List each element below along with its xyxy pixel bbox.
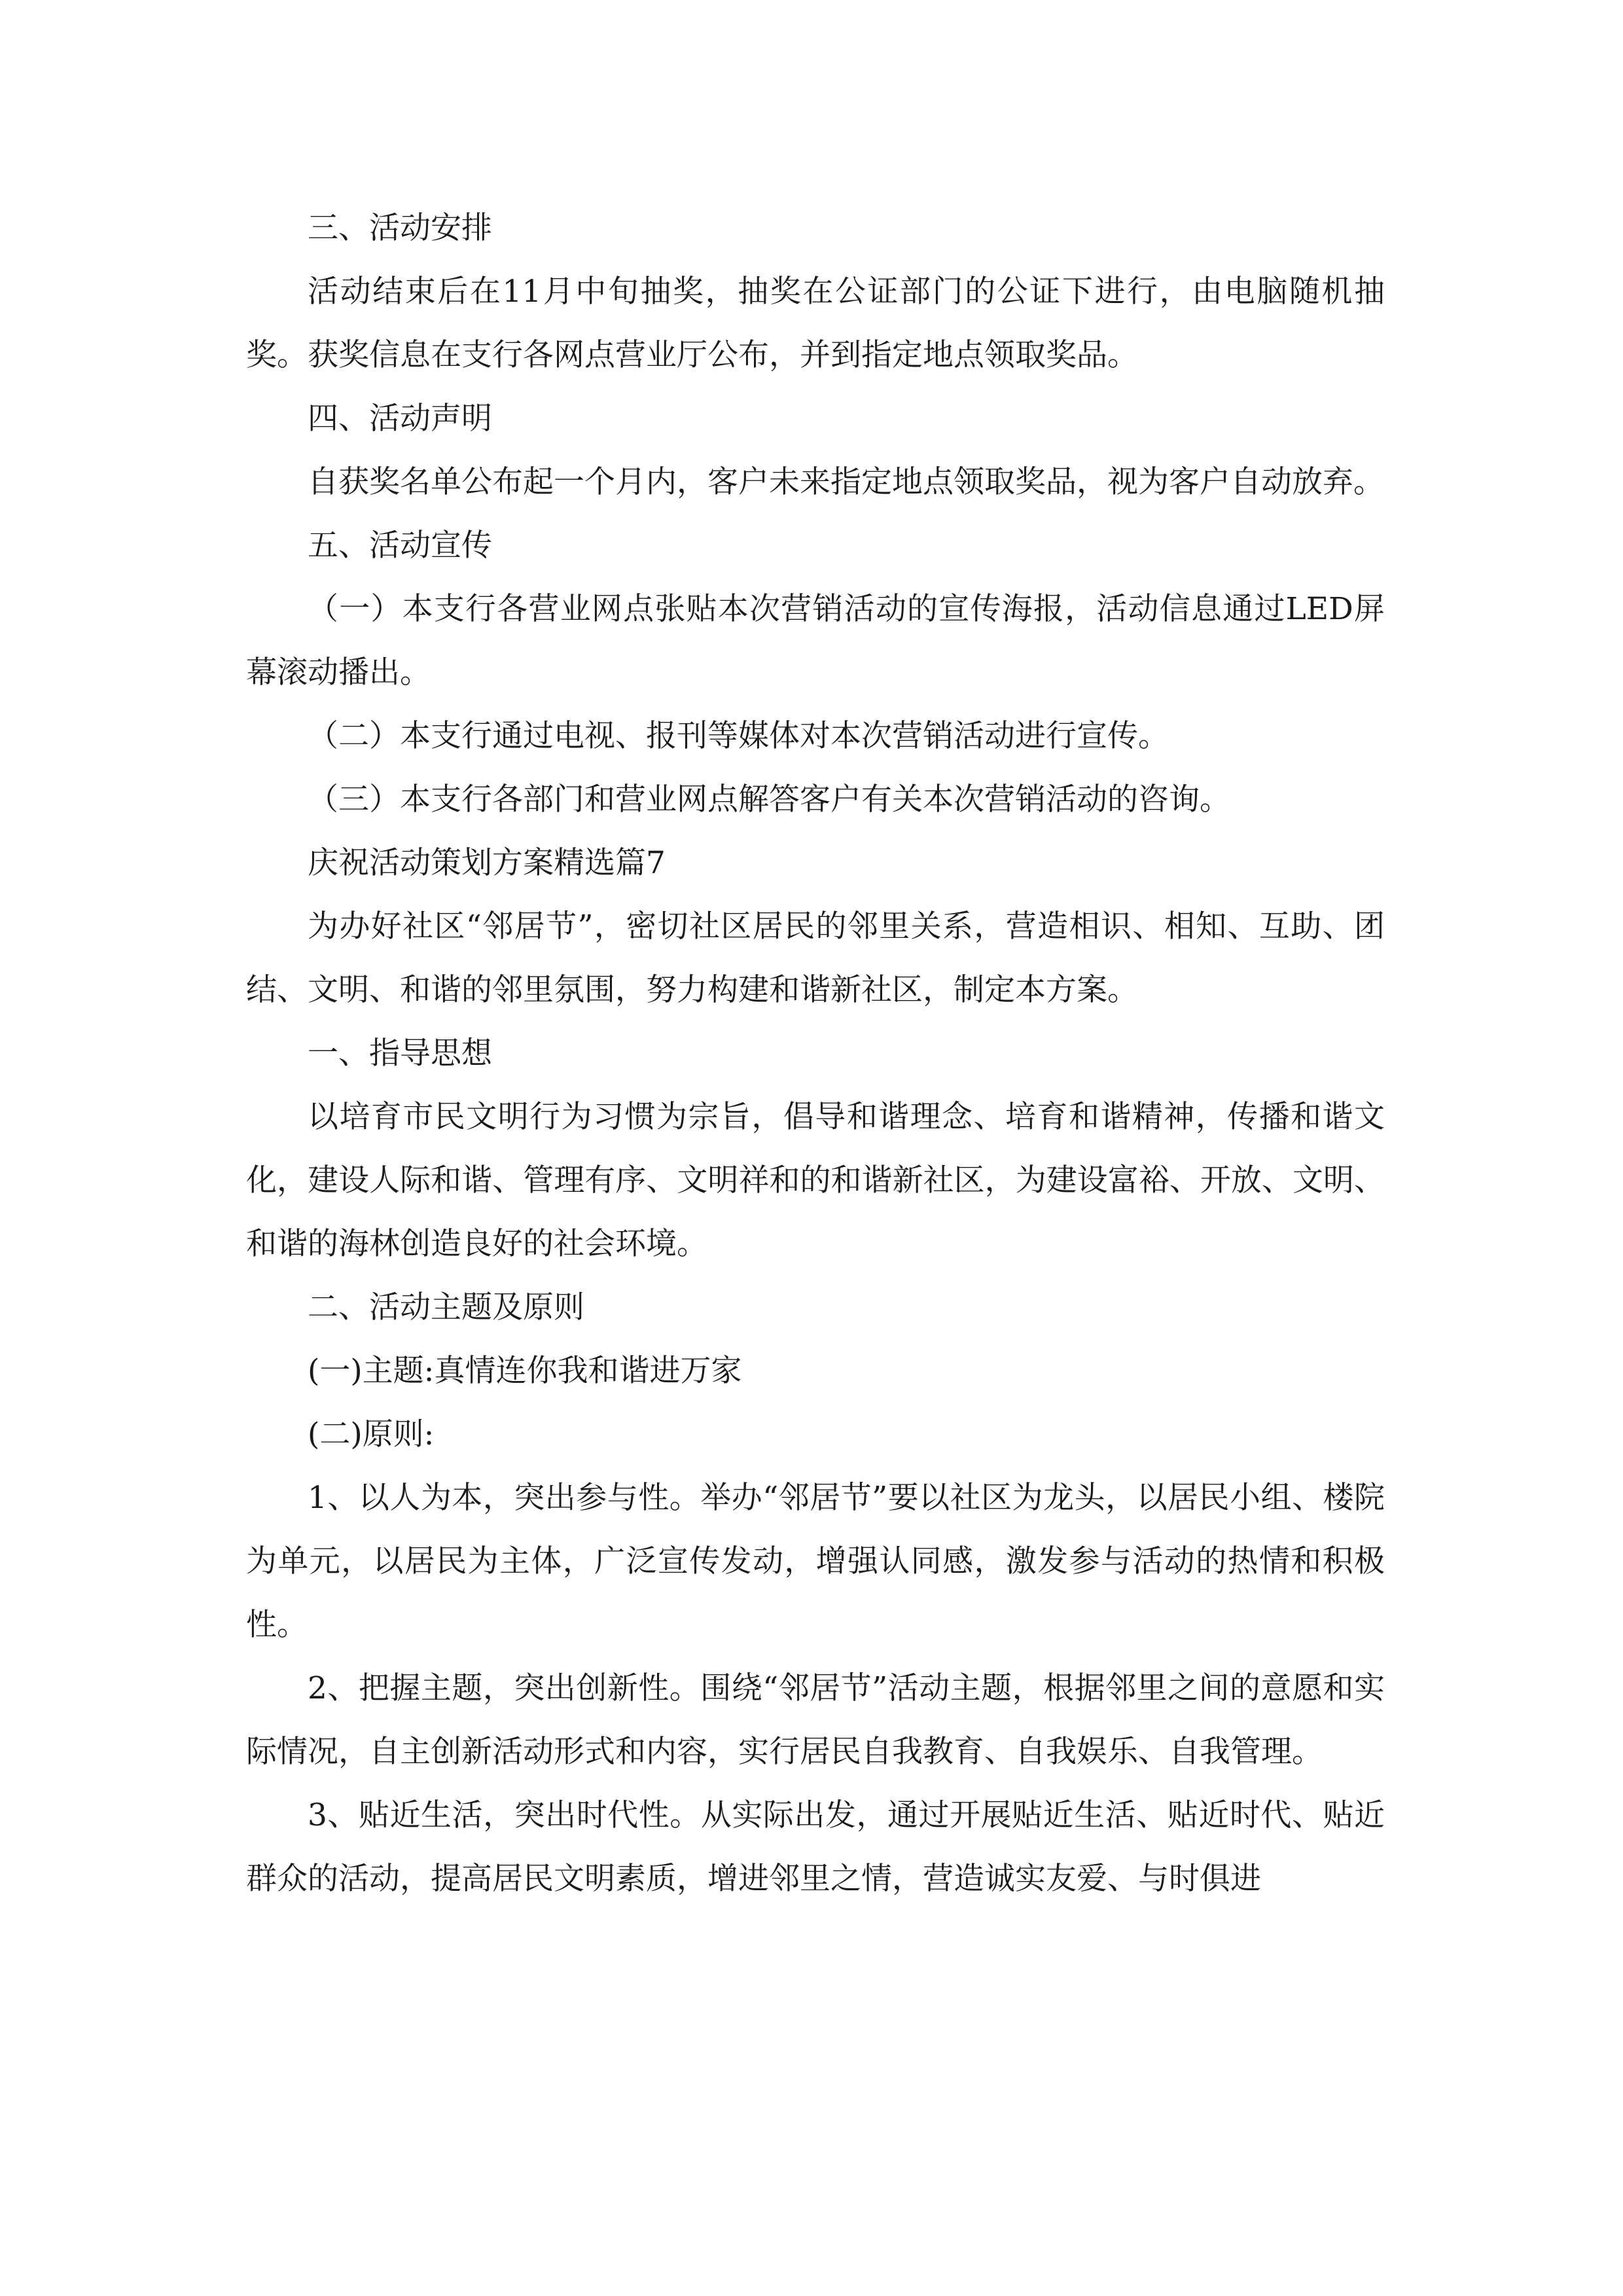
paragraph-lottery-details: 活动结束后在11月中旬抽奖，抽奖在公证部门的公证下进行，由电脑随机抽奖。获奖信息在支行各网点营业厅公布，并到指定地点领取奖品。	[246, 274, 1385, 373]
section-heading-activity-arrangement: 三、活动安排	[308, 210, 492, 246]
chapter-title-plan-7: 庆祝活动策划方案精选篇7	[308, 845, 666, 881]
paragraph-theme: (一)主题:真情连你我和谐进万家	[308, 1353, 742, 1389]
paragraph-principle-1: 1、以人为本，突出参与性。举办“邻居节”要以社区为龙头，以居民小组、楼院为单元，以居民为主体，广泛宣传发动，增强认同感，激发参与活动的热情和积极性。	[246, 1480, 1385, 1643]
paragraph-prize-claim: 自获奖名单公布起一个月内，客户未来指定地点领取奖品，视为客户自动放弃。	[308, 464, 1384, 500]
paragraph-publicity-3: （三）本支行各部门和营业网点解答客户有关本次营销活动的咨询。	[308, 781, 1230, 817]
document-body	[246, 196, 1385, 1910]
section-heading-activity-statement: 四、活动声明	[308, 401, 492, 437]
paragraph-neighbor-festival-intro: 为办好社区“邻居节”，密切社区居民的邻里关系，营造相识、相知、互助、团结、文明、和谐的邻里氛围，努力构建和谐新社区，制定本方案。	[246, 908, 1385, 1008]
paragraph-principle-3: 3、贴近生活，突出时代性。从实际出发，通过开展贴近生活、贴近时代、贴近群众的活动，提高居民文明素质，增进邻里之情，营造诚实友爱、与时俱进	[246, 1797, 1385, 1897]
section-heading-theme-principles: 二、活动主题及原则	[308, 1289, 584, 1325]
section-heading-activity-publicity: 五、活动宣传	[308, 528, 492, 564]
paragraph-principle-2: 2、把握主题，突出创新性。围绕“邻居节”活动主题，根据邻里之间的意愿和实际情况，自主创新活动形式和内容，实行居民自我教育、自我娱乐、自我管理。	[246, 1670, 1385, 1770]
paragraph-principles-label: (二)原则:	[308, 1416, 435, 1452]
paragraph-publicity-2: （二）本支行通过电视、报刊等媒体对本次营销活动进行宣传。	[308, 718, 1169, 754]
paragraph-guiding-ideology: 以培育市民文明行为习惯为宗旨，倡导和谐理念、培育和谐精神，传播和谐文化，建设人际和谐、管理有序、文明祥和的和谐新社区，为建设富裕、开放、文明、和谐的海林创造良好的社会环境。	[246, 1099, 1385, 1262]
section-heading-guiding-ideology: 一、指导思想	[308, 1035, 492, 1071]
paragraph-publicity-1: （一）本支行各营业网点张贴本次营销活动的宣传海报，活动信息通过LED屏幕滚动播出。	[246, 591, 1385, 691]
